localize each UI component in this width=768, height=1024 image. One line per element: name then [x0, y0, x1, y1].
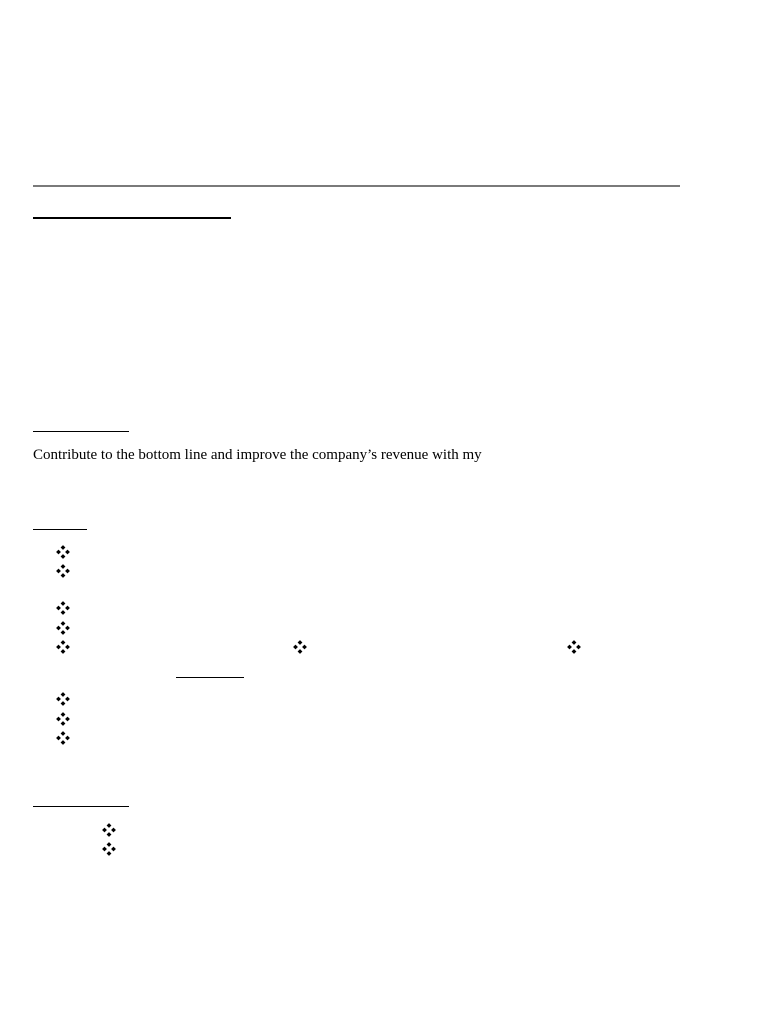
four-diamond-bullet-icon: [56, 621, 70, 635]
four-diamond-bullet-icon: [56, 545, 70, 559]
four-diamond-bullet-icon: [56, 601, 70, 615]
four-diamond-bullet-icon: [567, 640, 581, 654]
four-diamond-bullet-icon: [102, 842, 116, 856]
four-diamond-bullet-icon: [102, 823, 116, 837]
four-diamond-bullet-icon: [56, 564, 70, 578]
subheading-underline: [176, 677, 244, 678]
skills-heading-underline: [33, 529, 87, 530]
four-diamond-bullet-icon: [293, 640, 307, 654]
four-diamond-bullet-icon: [56, 731, 70, 745]
objective-text: Contribute to the bottom line and improve the company’s revenue with my: [33, 447, 482, 463]
section-heading-underline-1: [33, 217, 231, 219]
four-diamond-bullet-icon: [56, 692, 70, 706]
objective-heading-underline: [33, 431, 129, 432]
four-diamond-bullet-icon: [56, 712, 70, 726]
four-diamond-bullet-icon: [56, 640, 70, 654]
education-heading-underline: [33, 806, 129, 807]
header-divider: [33, 185, 680, 187]
